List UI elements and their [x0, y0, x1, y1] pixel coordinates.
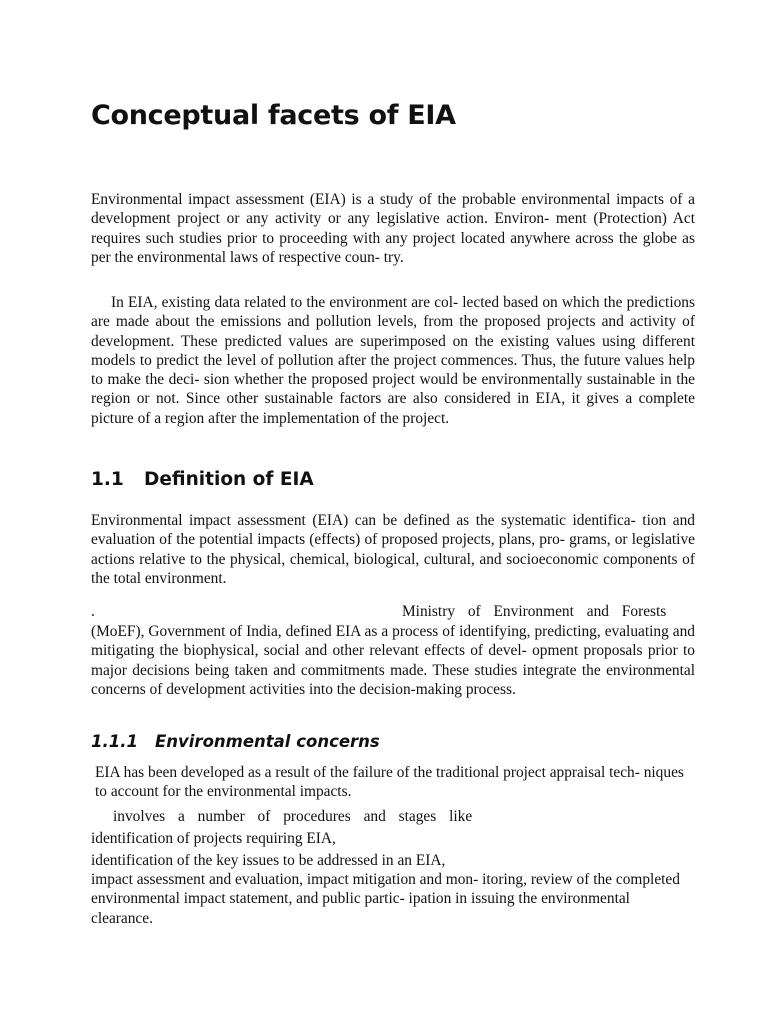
section-number: 1.1 — [91, 469, 124, 490]
intro-paragraph-1: Environmental impact assessment (EIA) is a study of the probable environmental impacts of a development project or any activity or any legislative action. Environ- ment (Protection) Act requires such studies prior to proceeding with any project located anywhere across the globe as per the environmental laws of respective coun- try. — [91, 191, 695, 266]
subsection-number: 1.1.1 — [91, 732, 138, 751]
stray-dot: . — [91, 603, 95, 620]
moef-paragraph: (MoEF), Government of India, defined EIA as a process of identifying, predicting, evaluating and mitigating the biophysical, social and other relevant effects of devel- opment proposals prior to major decisions being taken and commitments made. These studies integrate the environmental concerns of development activities into the decision-making process. — [91, 623, 695, 698]
chapter-title: Conceptual facets of EIA — [91, 100, 456, 131]
section-title: Definition of EIA — [144, 469, 314, 490]
definition-paragraph: Environmental impact assessment (EIA) can be defined as the systematic identifica- tion and evaluation of the potential impacts (effects) of proposed projects, plans, pro- grams, or legislative actions relative to the physical, chemical, biological, cultural, and socioeconomic components of the total environment. — [91, 512, 695, 587]
moef-first-line-text: Ministry of Environment and Forests — [402, 603, 667, 620]
procedure-item-1: identification of projects requiring EIA, — [91, 830, 336, 847]
moef-first-line — [91, 602, 695, 621]
subsection-title: Environmental concerns — [155, 732, 380, 751]
subsection-heading-1-1-1 — [91, 732, 380, 751]
procedure-item-2: identification of the key issues to be addressed in an EIA, — [91, 852, 446, 869]
concerns-paragraph: EIA has been developed as a result of the failure of the traditional project appraisal tech- niques to account for the environmental impacts. — [95, 764, 684, 801]
procedure-item-3: impact assessment and evaluation, impact mitigation and mon- itoring, review of the completed environmental impact statement, and public partic- ipation in issuing the environmental clearance. — [91, 871, 680, 927]
section-heading-1-1 — [91, 469, 314, 490]
procedures-line: involves a number of procedures and stages like — [113, 808, 473, 825]
intro-paragraph-2: In EIA, existing data related to the environment are col- lected based on which the predictions are made about the emissions and pollution levels, from the proposed projects and activity of development. These predicted values are superimposed on the existing values using different models to predict the level of pollution after the project commences. Thus, the future values help to make the deci- sion whether the proposed project would be environmentally sustainable in the region or not. Since other sustainable factors are also considered in EIA, it gives a complete picture of a region after the implementation of the project. — [91, 294, 695, 427]
